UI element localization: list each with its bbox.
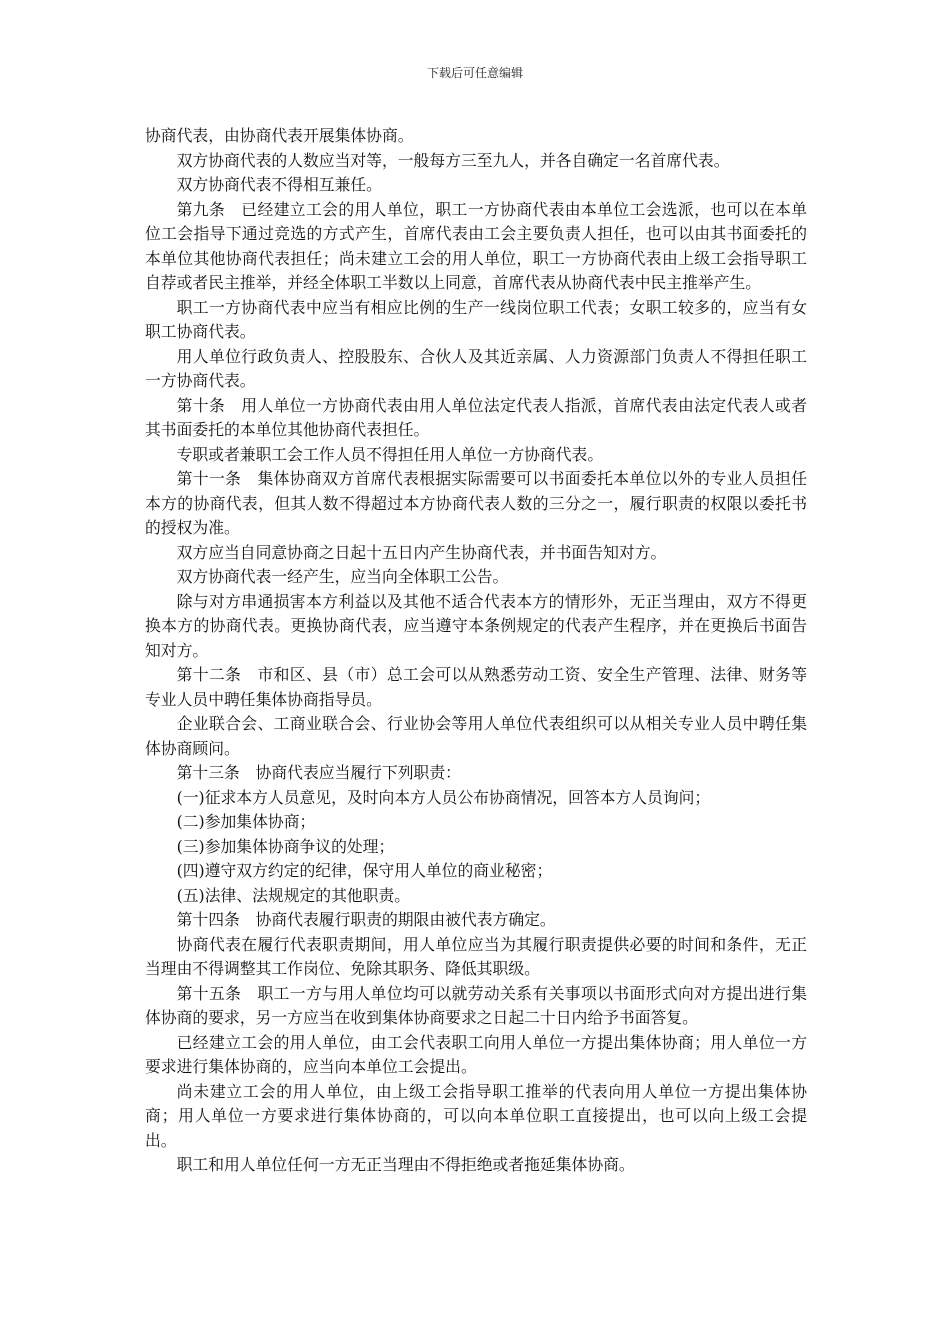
paragraph-24: 已经建立工会的用人单位，由工会代表职工向用人单位一方提出集体协商；用人单位一方要求进行集体协商的，应当向本单位工会提出。 (145, 1032, 807, 1076)
paragraph-6: 用人单位行政负责人、控股股东、合伙人及其近亲属、人力资源部门负责人不得担任职工一方协商代表。 (145, 346, 807, 390)
paragraph-1: 协商代表，由协商代表开展集体协商。 (145, 126, 414, 145)
paragraph-2: 双方协商代表的人数应当对等，一般每方三至九人，并各自确定一名首席代表。 (176, 150, 730, 170)
duty-item-4: (四)遵守双方约定的纪律，保守用人单位的商业秘密； (176, 861, 553, 880)
paragraph-10: 双方应当自同意协商之日起十五日内产生协商代表，并书面告知对方。 (176, 542, 667, 562)
article-9: 第九条 已经建立工会的用人单位，职工一方协商代表由本单位工会选派，也可以在本单位工会指导下通过竞选的方式产生，首席代表由工会主要负责人担任，也可以由其书面委托的本单位其他协商代表担任；尚未建立工会的用人单位，职工一方协商代表由上级工会指导职工自荐或者民主推举，并经全体职工半数以上同意，首席代表从协商代表中民主推举产生。 (145, 199, 807, 292)
paragraph-12: 除与对方串通损害本方利益以及其他不适合代表本方的情形外，无正当理由，双方不得更换本方的协商代表。更换协商代表，应当遵守本条例规定的代表产生程序，并在更换后书面告知对方。 (145, 591, 807, 660)
paragraph-26: 职工和用人单位任何一方无正当理由不得拒绝或者拖延集体协商。 (176, 1155, 635, 1174)
article-12: 第十二条 市和区、县（市）总工会可以从熟悉劳动工资、安全生产管理、法律、财务等专业人员中聘任集体协商指导员。 (145, 665, 807, 709)
page-header: 下载后可任意编辑 (426, 66, 523, 80)
article-14: 第十四条 协商代表履行职责的期限由被代表方确定。 (176, 910, 556, 929)
paragraph-8: 专职或者兼职工会工作人员不得担任用人单位一方协商代表。 (176, 444, 604, 464)
paragraph-5: 职工一方协商代表中应当有相应比例的生产一线岗位职工代表；女职工较多的，应当有女职工协商代表。 (145, 297, 807, 341)
article-11: 第十一条 集体协商双方首席代表根据实际需要可以书面委托本单位以外的专业人员担任本方的协商代表，但其人数不得超过本方协商代表人数的三分之一，履行职责的权限以委托书的授权为准。 (145, 469, 807, 537)
article-15: 第十五条 职工一方与用人单位均可以就劳动关系有关事项以书面形式向对方提出进行集体协商的要求，另一方应当在收到集体协商要求之日起二十日内给予书面答复。 (145, 983, 807, 1027)
duty-item-1: (一)征求本方人员意见，及时向本方人员公布协商情况，回答本方人员询问； (176, 787, 711, 807)
paragraph-11: 双方协商代表一经产生，应当向全体职工公告。 (176, 567, 509, 586)
duty-item-5: (五)法律、法规规定的其他职责。 (176, 885, 411, 905)
paragraph-3: 双方协商代表不得相互兼任。 (176, 175, 382, 194)
article-10: 第十条 用人单位一方协商代表由用人单位法定代表人指派，首席代表由法定代表人或者其书面委托的本单位其他协商代表担任。 (145, 395, 807, 439)
paragraph-22: 协商代表在履行代表职责期间，用人单位应当为其履行职责提供必要的时间和条件，无正当理由不得调整其工作岗位、免除其职务、降低其职级。 (145, 934, 807, 978)
duty-item-2: (二)参加集体协商； (176, 812, 316, 831)
article-13: 第十三条 协商代表应当履行下列职责： (176, 763, 461, 782)
duty-item-3: (三)参加集体协商争议的处理； (176, 836, 395, 856)
document-body (145, 124, 807, 1178)
paragraph-14: 企业联合会、工商业联合会、行业协会等用人单位代表组织可以从相关专业人员中聘任集体协商顾问。 (145, 714, 807, 758)
paragraph-25: 尚未建立工会的用人单位，由上级工会指导职工推举的代表向用人单位一方提出集体协商；用人单位一方要求进行集体协商的，可以向本单位职工直接提出，也可以向上级工会提出。 (145, 1081, 807, 1150)
